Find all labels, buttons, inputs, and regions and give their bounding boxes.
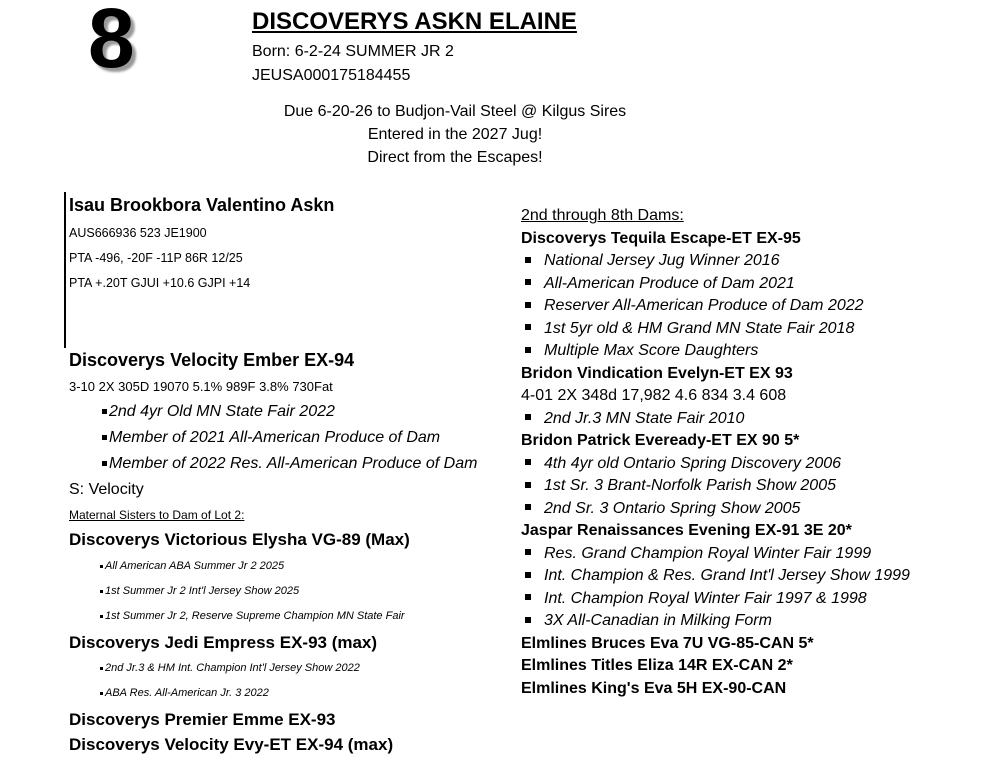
dam-note: Multiple Max Score Daughters [521, 340, 981, 363]
bullet-icon [525, 482, 531, 488]
dam-note: Int. Champion Royal Winter Fair 1997 & 1998 [521, 588, 981, 611]
lot-number: 8 [88, 0, 135, 85]
bullet-icon [525, 347, 531, 353]
registration-number: JEUSA000175184455 [252, 67, 411, 84]
lot-notes [240, 100, 670, 169]
dam-note: 4th 4yr old Ontario Spring Discovery 2006 [521, 453, 981, 476]
dam-name: Jaspar Renaissances Evening EX-91 3E 20* [521, 522, 852, 539]
birth-date: Born: 6-2-24 SUMMER JR 2 [252, 43, 454, 60]
bullet-icon [102, 435, 107, 440]
bullet-icon [525, 302, 531, 308]
dam-sire: S: Velocity [69, 481, 144, 498]
sister-note: 2nd Jr.3 & HM Int. Champion Int'l Jersey Show 2022 [100, 662, 360, 674]
dam-note: National Jersey Jug Winner 2016 [521, 250, 981, 273]
bullet-icon [525, 324, 531, 330]
bullet-icon [100, 692, 103, 695]
due-date-note: Due 6-20-26 to Budjon-Vail Steel @ Kilgus Sires [283, 103, 627, 120]
dam-note: Int. Champion & Res. Grand Int'l Jersey Show 1999 [521, 565, 981, 588]
dams-header: 2nd through 8th Dams: [521, 207, 684, 224]
dam-name: Discoverys Velocity Ember EX-94 [69, 350, 355, 370]
dam-achievement: Member of 2021 All-American Produce of Dam [102, 429, 440, 447]
entry-note: Entered in the 2027 Jug! [367, 126, 543, 143]
dam-note: 2nd Jr.3 MN State Fair 2010 [521, 408, 981, 431]
dam-name: Elmlines King's Eva 5H EX-90-CAN [521, 679, 787, 697]
dam-achievement: Member of 2022 Res. All-American Produce of Dam [102, 455, 477, 473]
animal-name: DISCOVERYS ASKN ELAINE [252, 8, 577, 35]
bullet-icon [100, 565, 103, 568]
bullet-icon [525, 257, 531, 263]
bullet-icon [102, 409, 107, 414]
dam-name: Bridon Patrick Eveready-ET EX 90 5* [521, 432, 800, 449]
maternal-sisters-header: Maternal Sisters to Dam of Lot 2: [69, 508, 245, 522]
bullet-icon [525, 459, 531, 465]
sister-note: ABA Res. All-American Jr. 3 2022 [100, 687, 269, 699]
bullet-icon [525, 594, 531, 600]
sire-registration: AUS666936 523 JE1900 [69, 226, 207, 240]
dam-note: 1st Sr. 3 Brant-Norfolk Parish Show 2005 [521, 475, 981, 498]
dam-record: 3-10 2X 305D 19070 5.1% 989F 3.8% 730Fat [69, 379, 333, 394]
sister-name: Discoverys Victorious Elysha VG-89 (Max) [69, 530, 410, 549]
dam-name: Discoverys Tequila Escape-ET EX-95 [521, 229, 801, 247]
bullet-icon [100, 667, 103, 670]
bullet-icon [102, 461, 107, 466]
sire-name: Isau Brookbora Valentino Askn [69, 195, 335, 215]
bullet-icon [100, 590, 103, 593]
sister-note: 1st Summer Jr 2, Reserve Supreme Champion MN State Fair [100, 610, 405, 622]
sire-pta-2: PTA +.20T GJUI +10.6 GJPI +14 [69, 276, 251, 290]
bullet-icon [100, 615, 103, 618]
bullet-icon [525, 504, 531, 510]
dam-name: Elmlines Bruces Eva 7U VG-85-CAN 5* [521, 634, 814, 652]
sister-note: All American ABA Summer Jr 2 2025 [100, 560, 284, 572]
sister-name: Discoverys Premier Emme EX-93 [69, 710, 336, 729]
dam-name: Elmlines Titles Eliza 14R EX-CAN 2* [521, 657, 793, 674]
source-note: Direct from the Escapes! [367, 149, 543, 166]
bullet-icon [525, 414, 531, 420]
bullet-icon [525, 279, 531, 285]
sire-divider [64, 192, 66, 348]
dam-note: 2nd Sr. 3 Ontario Spring Show 2005 [521, 498, 981, 521]
dam-note: Res. Grand Champion Royal Winter Fair 1999 [521, 543, 981, 566]
dam-note: 3X All-Canadian in Milking Form [521, 610, 981, 633]
dam-note: All-American Produce of Dam 2021 [521, 273, 981, 296]
dam-record: 4-01 2X 348d 17,982 4.6 834 3.4 608 [521, 387, 787, 404]
dams-column [521, 205, 981, 700]
bullet-icon [525, 549, 531, 555]
bullet-icon [525, 572, 531, 578]
sire-pta-1: PTA -496, -20F -11P 86R 12/25 [69, 251, 243, 265]
dam-achievement: 2nd 4yr Old MN State Fair 2022 [102, 403, 335, 421]
dam-note: Reserver All-American Produce of Dam 2022 [521, 295, 981, 318]
bullet-icon [525, 617, 531, 623]
sister-note: 1st Summer Jr 2 Int'l Jersey Show 2025 [100, 585, 299, 597]
dam-note: 1st 5yr old & HM Grand MN State Fair 2018 [521, 318, 981, 341]
sister-name: Discoverys Velocity Evy-ET EX-94 (max) [69, 735, 394, 754]
sister-name: Discoverys Jedi Empress EX-93 (max) [69, 633, 378, 652]
dam-name: Bridon Vindication Evelyn-ET EX 93 [521, 364, 793, 382]
